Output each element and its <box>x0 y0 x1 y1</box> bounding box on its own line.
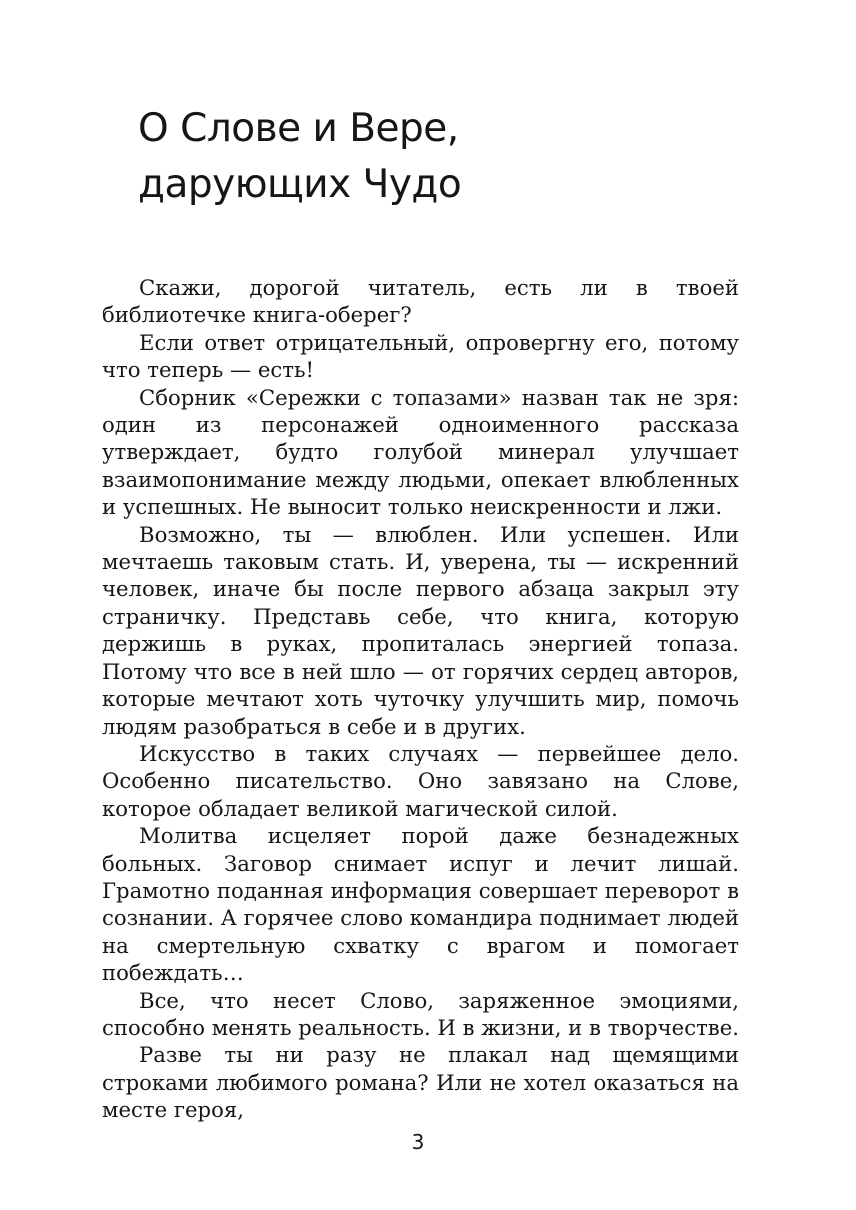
paragraph: Молитва исцеляет порой даже безнадежных больных. Заговор снимает испуг и лечит лишай. Грамотно поданная информация совершает переворот в сознании. А горячее слово командира поднимает людей на смертельную схватку с врагом и помогает побеждать… <box>102 823 739 986</box>
paragraph: Искусство в таких случаях — первейшее дело. Особенно писательство. Оно завязано на Слове, которое обладает великой магической силой. <box>102 740 739 821</box>
paragraph: Если ответ отрицательный, опровергну его, потому что теперь — есть! <box>102 329 739 383</box>
page-number: 3 <box>411 1130 425 1154</box>
paragraph: Сборник «Сережки с топазами» назван так не зря: один из персонажей одноименного рассказа утверждает, будто голубой минерал улучшает взаимопонимание между людьми, опекает влюбленных и успешных. Не выносит только неискренности и лжи. <box>102 384 739 520</box>
paragraph: Возможно, ты — влюблен. Или успешен. Или мечтаешь таковым стать. И, уверена, ты — искренний человек, иначе бы после первого абзаца закрыл эту страничку. Представь себе, что книга, которую держишь в руках, пропиталась энергией топаза. Потому что все в ней шло — от горячих сердец авторов, которые мечтают хоть чуточку улучшить мир, помочь людям разобраться в себе и в других. <box>102 521 739 739</box>
paragraph: Скажи, дорогой читатель, есть ли в твоей библиотечке книга-оберег? <box>102 275 739 328</box>
chapter-title <box>138 101 758 213</box>
paragraph: Разве ты ни разу не плакал над щемящими строками любимого романа? Или не хотел оказаться на месте героя, <box>102 1042 739 1123</box>
paragraph: Все, что несет Слово, заряженное эмоциями, способно менять реальность. И в жизни, и в творчестве. <box>102 987 740 1040</box>
chapter-title-line: дарующих Чудо <box>138 162 462 207</box>
body-text <box>102 274 739 1124</box>
chapter-title-line: О Слове и Вере, <box>138 106 459 151</box>
